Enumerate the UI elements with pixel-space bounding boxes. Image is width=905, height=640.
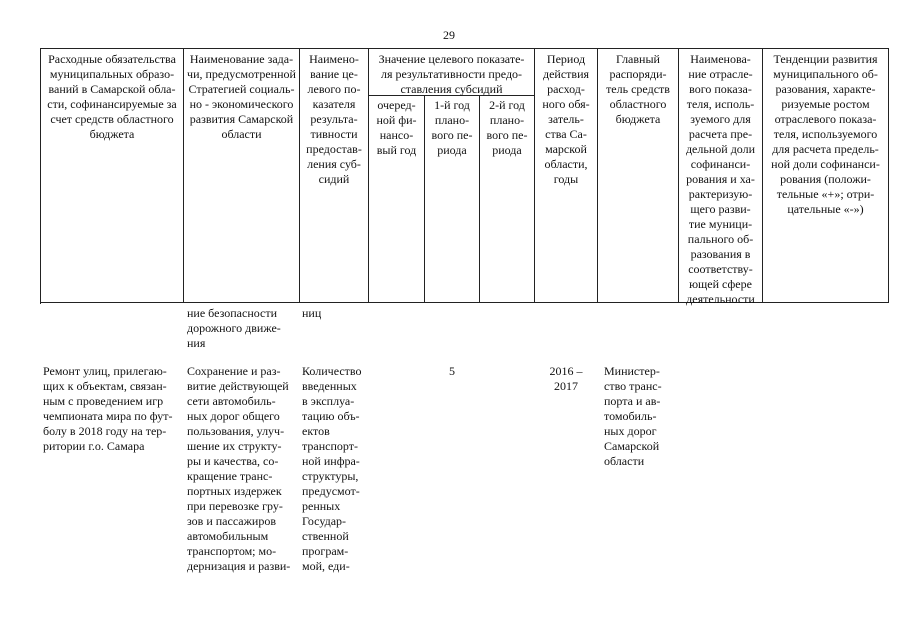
header-current-year: очеред- ной фи- нансо- вый год (376, 98, 417, 157)
header-planning-year-2: 2-й год плано- вого пе- риода (486, 98, 528, 157)
header-expenditure-obligations: Расходные обязательства муниципальных образо- ваний в Самарской обла- сти, софинансируемые за счет средств областного бюджета (47, 52, 177, 141)
header-task-name: Наименование зада- чи, предусмотренной Стратегией социаль- но - экономического развития Самарской области (187, 52, 296, 141)
row-period: 2016 – 2017 (549, 364, 583, 393)
continuation-task: ние безопасности дорожного движе- ния (187, 306, 281, 350)
header-target-value-group: Значение целевого показате- ля результативности предо- ставления субсидий (378, 52, 525, 96)
header-development-trends: Тенденции развития муниципального об- разования, характе- ризуемые ростом отраслевого показа- теля, используемого для расчета предель- ной доли софинанси- рования (положи- тельные «+»; отри- цательные «-») (771, 52, 880, 216)
header-period: Период действия расход- ного обя- затель- ства Са- марской области, годы (542, 52, 590, 186)
row-task: Сохранение и раз- витие действующей сети автомобиль- ных дорог общего пользования, улуч- шение их структу- ры и качества, со- кращение транс- портных издержек при перевозке гру- зов и пассажиров автомобильным транспортом; мо- дернизация и разви- (187, 364, 291, 573)
header-chief-manager: Главный распоряди- тель средств областного бюджета (606, 52, 670, 126)
row-expenditure-obligation: Ремонт улиц, прилегаю- щих к объектам, связан- ным с проведением игр чемпионата мира по фут- болу в 2018 году на тер- ритории г.о. Самара (43, 364, 173, 453)
header-indicator-name: Наимено- вание це- левого по- казателя результа- тивности предостав- ления суб- сидий (306, 52, 362, 186)
page-number: 29 (443, 28, 455, 42)
column-divider (183, 48, 184, 303)
row-chief-manager: Министер- ство транс- порта и ав- томобиль- ных дорог Самарской области (604, 364, 662, 468)
row-indicator: Количество введенных в эксплуа- тацию объ- ектов транспорт- ной инфра- структуры, предусмот- ренных Государ- ственной програм- мой, еди- (302, 364, 362, 573)
continuation-indicator: ниц (302, 306, 322, 320)
header-planning-year-1: 1-й год плано- вого пе- риода (431, 98, 473, 157)
row-current-year-value: 5 (449, 364, 455, 378)
header-sector-indicator: Наименова- ние отрасле- вого показа- теля, исполь- зуемого для расчета пре- дельной доли софинанси- рования и ха- рактеризую- щего разви- тие муници- пального об- разования в соответству- ющей сфере деятельности (685, 52, 756, 306)
column-divider (888, 48, 889, 303)
